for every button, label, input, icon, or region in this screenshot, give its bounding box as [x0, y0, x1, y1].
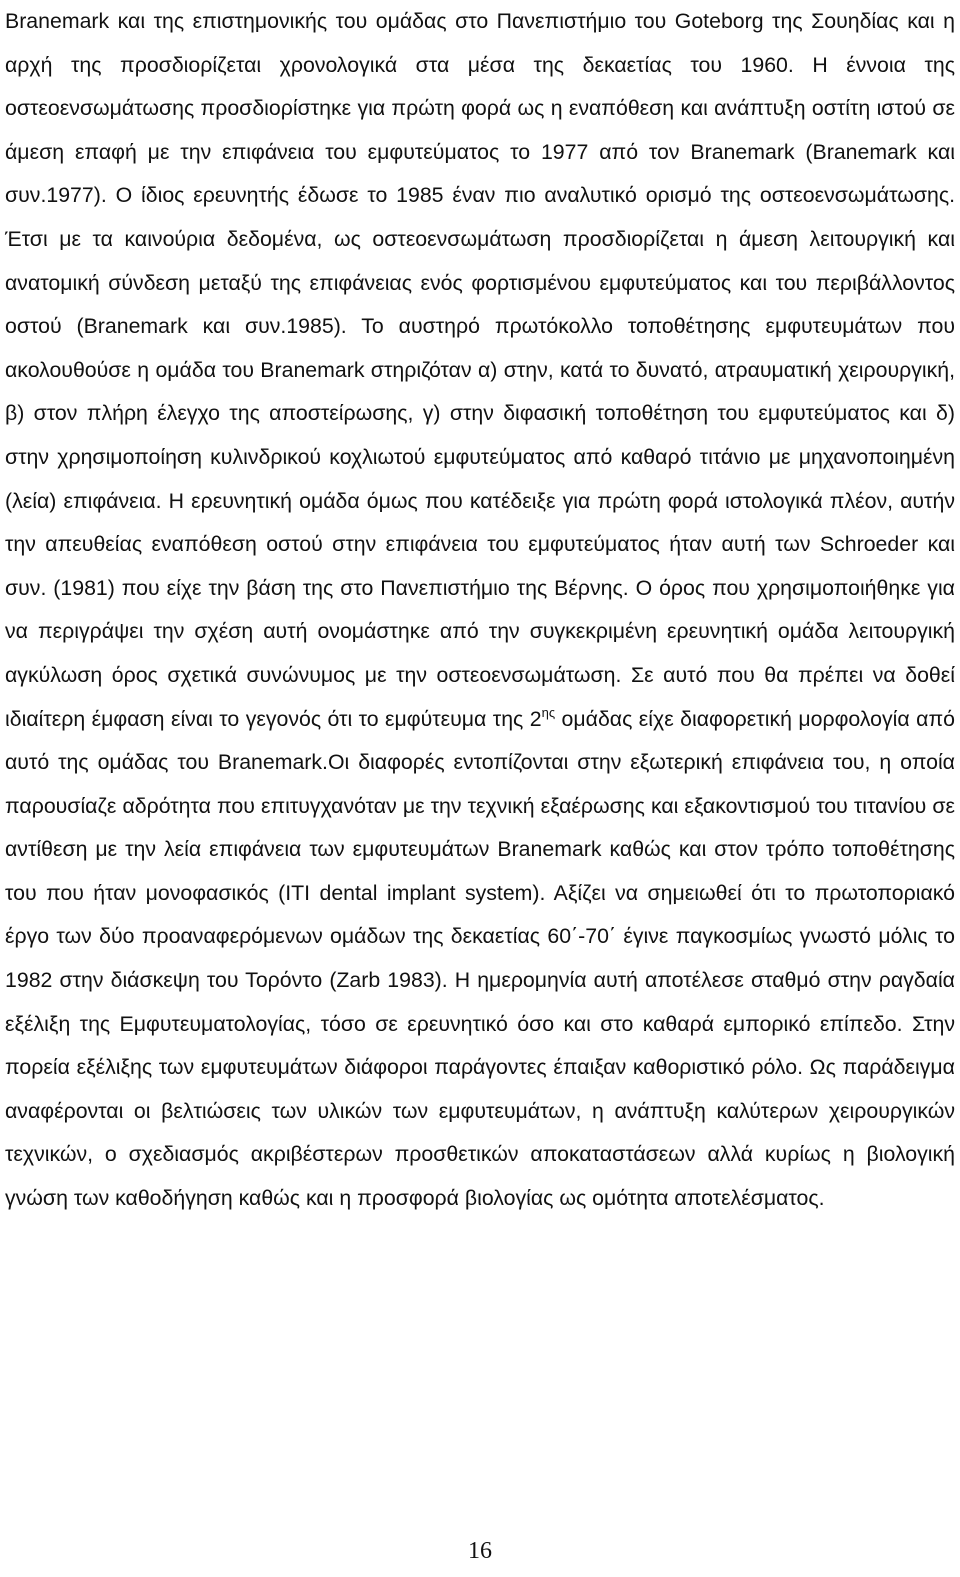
body-paragraph [5, 0, 955, 1221]
paragraph-text-part2: ομάδας είχε διαφορετική μορφολογία από αυτό της ομάδας του Branemark.Οι διαφορές εντοπίζονται στην εξωτερική επιφάνεια του, η οποία παρουσίαζε αδρότητα που επιτυγχανόταν με την τεχνική εξαέρωσης και εξακοντισμού του τιτανίου σε αντίθεση με την λεία επιφάνεια των εμφυτευμάτων Branemark καθώς και στον τρόπο τοποθέτησης του που ήταν μονοφασικός (ITI dental implant system). Αξίζει να σημειωθεί ότι το πρωτοποριακό έργο των δύο προαναφερόμενων ομάδων της δεκαετίας 60΄-70΄ έγινε παγκοσμίως γνωστό μόλις το 1982 στην διάσκεψη του Τορόντο (Zarb 1983). Η ημερομηνία αυτή αποτέλεσε σταθμό στην ραγδαία εξέλιξη της Εμφυτευματολογίας, τόσο σε ερευνητικό όσο και στο καθαρά εμπορικό επίπεδο. Στην πορεία εξέλιξης των εμφυτευμάτων διάφοροι παράγοντες έπαιξαν καθοριστικό ρόλο. Ως παράδειγμα αναφέρονται οι βελτιώσεις των υλικών των εμφυτευμάτων, η ανάπτυξη καλύτερων χειρουργικών τεχνικών, ο σχεδιασμός ακριβέστερων προσθετικών αποκαταστάσεων αλλά κυρίως η βιολογική γνώση των καθοδήγηση καθώς και η προσφορά βιολογίας ως ομότητα αποτελέσματος. [5, 706, 955, 1211]
superscript-ordinal: ης [541, 704, 556, 720]
page-number: 16 [468, 1538, 492, 1564]
paragraph-text-part1: Branemark και της επιστημονικής του ομάδας στο Πανεπιστήμιο του Goteborg της Σουηδίας και η αρχή της προσδιορίζεται χρονολογικά στα μέσα της δεκαετίας του 1960. Η έννοια της οστεοενσωμάτωσης προσδιορίστηκε για πρώτη φορά ως η εναπόθεση και ανάπτυξη οστίτη ιστού σε άμεση επαφή με την επιφάνεια του εμφυτεύματος το 1977 από τον Branemark (Branemark και συν.1977). Ο ίδιος ερευνητής έδωσε το 1985 έναν πιο αναλυτικό ορισμό της οστεοενσωμάτωσης. Έτσι με τα καινούρια δεδομένα, ως οστεοενσωμάτωση προσδιορίζεται η άμεση λειτουργική και ανατομική σύνδεση μεταξύ της επιφάνειας ενός φορτισμένου εμφυτεύματος και του περιβάλλοντος οστού (Branemark και συν.1985). Το αυστηρό πρωτόκολλο τοποθέτησης εμφυτευμάτων που ακολουθούσε η ομάδα του Branemark στηριζόταν α) στην, κατά το δυνατό, ατραυματική χειρουργική, β) στον πλήρη έλεγχο της αποστείρωσης, γ) στην διφασική τοποθέτηση του εμφυτεύματος και δ) στην χρησιμοποίηση κυλινδρικού κοχλιωτού εμφυτεύματος από καθαρό τιτάνιο με μηχανοποιημένη (λεία) επιφάνεια. Η ερευνητική ομάδα όμως που κατέδειξε για πρώτη φορά ιστολογικά πλέον, αυτήν την απευθείας εναπόθεση οστού στην επιφάνεια του εμφυτεύματος ήταν αυτή των Schroeder και συν. (1981) που είχε την βάση της στο Πανεπιστήμιο της Βέρνης. Ο όρος που χρησιμοποιήθηκε για να περιγράψει την σχέση αυτή ονομάστηκε από την συγκεκριμένη ερευνητική ομάδα λειτουργική αγκύλωση όρος σχετικά συνώνυμος με την οστεοενσωμάτωση. Σε αυτό που θα πρέπει να δοθεί ιδιαίτερη έμφαση είναι το γεγονός ότι το εμφύτευμα της 2 [5, 9, 955, 731]
